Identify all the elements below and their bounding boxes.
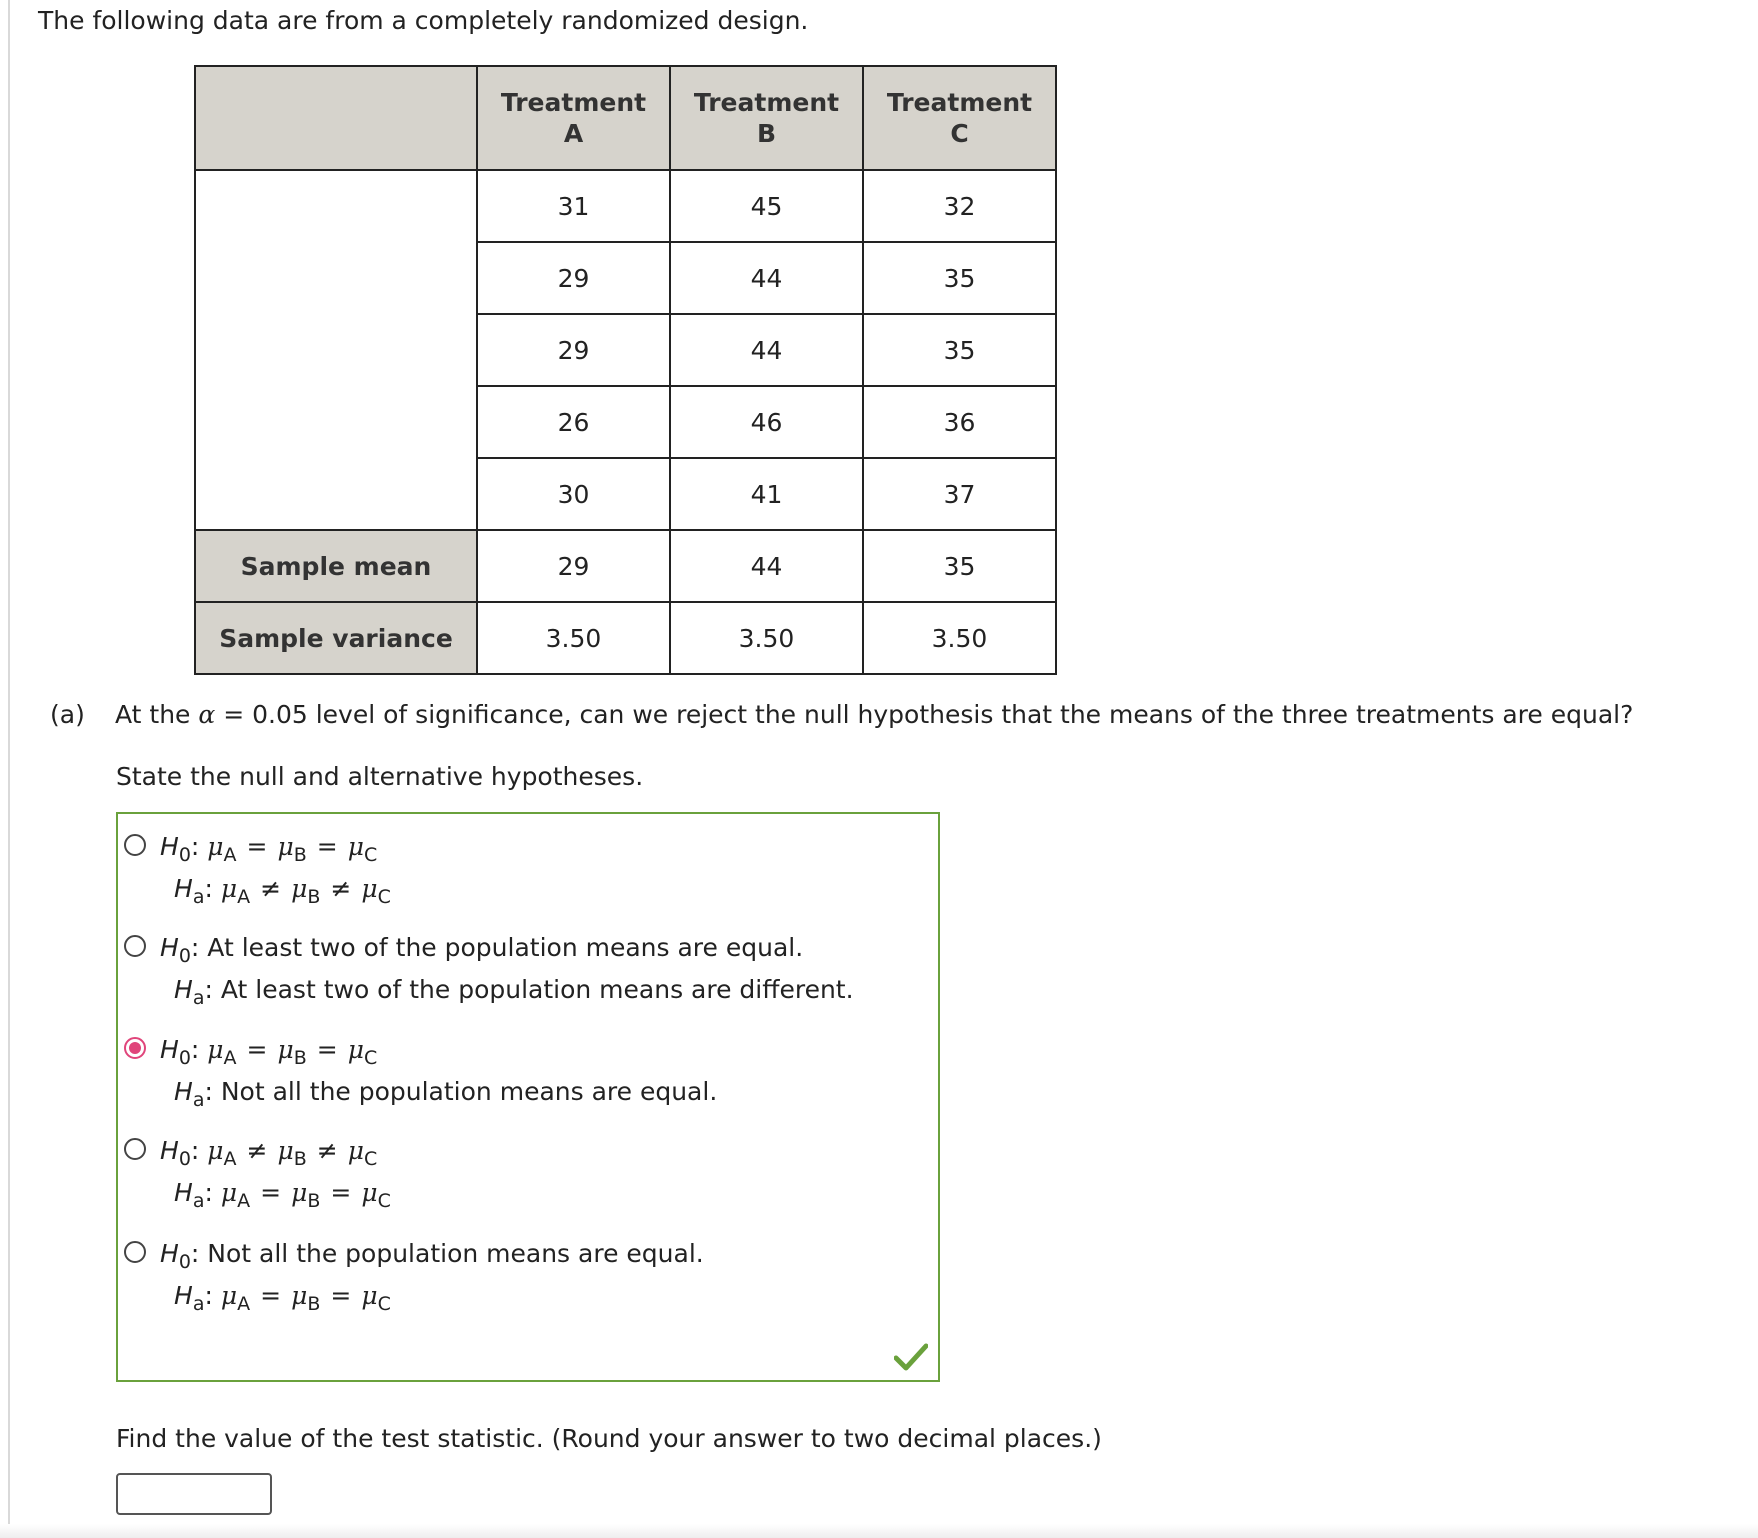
option-1[interactable] xyxy=(124,826,904,910)
radio-option-1[interactable] xyxy=(124,834,146,856)
radio-option-4[interactable] xyxy=(124,1138,146,1160)
option-5[interactable] xyxy=(124,1233,904,1317)
find-test-statistic-prompt: Find the value of the test statistic. (Round your answer to two decimal places.) xyxy=(116,1424,1102,1453)
alpha-symbol: α xyxy=(198,700,216,729)
option-5-h0: $H_0$: Not all the population means are equal. xyxy=(124,1233,904,1275)
option-2[interactable] xyxy=(124,927,904,1011)
option-4[interactable] xyxy=(124,1130,904,1214)
cell: 31 xyxy=(477,170,670,242)
sample-mean-label: Sample mean xyxy=(195,530,477,602)
cell: 30 xyxy=(477,458,670,530)
option-5-ha: $H_a$: $\mu_A = \mu_B = \mu_C$ xyxy=(174,1281,391,1315)
cell: 45 xyxy=(670,170,863,242)
table-row xyxy=(195,170,1056,242)
option-4-h0: $H_0$: $\mu_A \ne \mu_B \ne \mu_C$ xyxy=(124,1130,904,1172)
table-header-row xyxy=(195,66,1056,170)
sample-mean-row xyxy=(195,530,1056,602)
mean-c: 35 xyxy=(863,530,1056,602)
option-4-ha: $H_a$: $\mu_A = \mu_B = \mu_C$ xyxy=(174,1178,391,1212)
cell: 44 xyxy=(670,242,863,314)
header-treatment-a: Treatment A xyxy=(477,66,670,170)
radio-option-3-selected[interactable] xyxy=(124,1037,146,1059)
blank-label-cell xyxy=(195,170,477,530)
instruction-text: State the null and alternative hypotheses. xyxy=(116,762,644,791)
cell: 41 xyxy=(670,458,863,530)
data-table xyxy=(194,65,1057,675)
option-3[interactable] xyxy=(124,1029,904,1113)
cell: 36 xyxy=(863,386,1056,458)
mean-a: 29 xyxy=(477,530,670,602)
sample-variance-label: Sample variance xyxy=(195,602,477,674)
blank-header xyxy=(195,66,477,170)
cell: 26 xyxy=(477,386,670,458)
option-3-ha: $H_a$: Not all the population means are equal. xyxy=(174,1077,718,1111)
part-a-question: (a) At the α = 0.05 level of significance, can we reject the null hypothesis that the means of the three treatments are equal? xyxy=(50,700,1634,729)
header-treatment-b: Treatment B xyxy=(670,66,863,170)
option-2-ha: $H_a$: At least two of the population means are different. xyxy=(174,975,854,1009)
cell: 29 xyxy=(477,242,670,314)
cell: 35 xyxy=(863,242,1056,314)
cell: 35 xyxy=(863,314,1056,386)
radio-option-5[interactable] xyxy=(124,1241,146,1263)
option-1-h0: $H_0$: $\mu_A = \mu_B = \mu_C$ xyxy=(124,826,904,868)
mean-b: 44 xyxy=(670,530,863,602)
cell: 44 xyxy=(670,314,863,386)
hypotheses-options xyxy=(116,812,940,1382)
variance-b: 3.50 xyxy=(670,602,863,674)
radio-option-2[interactable] xyxy=(124,935,146,957)
bottom-shade xyxy=(0,1524,1758,1538)
option-2-h0: $H_0$: At least two of the population means are equal. xyxy=(124,927,904,969)
test-statistic-input[interactable] xyxy=(116,1473,272,1515)
cell: 29 xyxy=(477,314,670,386)
part-a-label: (a) xyxy=(50,700,85,729)
header-treatment-c: Treatment C xyxy=(863,66,1056,170)
option-3-h0: $H_0$: $\mu_A = \mu_B = \mu_C$ xyxy=(124,1029,904,1071)
cell: 37 xyxy=(863,458,1056,530)
variance-c: 3.50 xyxy=(863,602,1056,674)
sample-variance-row xyxy=(195,602,1056,674)
intro-text: The following data are from a completely randomized design. xyxy=(38,6,809,35)
option-1-ha: $H_a$: $\mu_A \ne \mu_B \ne \mu_C$ xyxy=(174,874,391,908)
cell: 46 xyxy=(670,386,863,458)
variance-a: 3.50 xyxy=(477,602,670,674)
left-rule xyxy=(8,0,10,1538)
cell: 32 xyxy=(863,170,1056,242)
checkmark-icon xyxy=(894,1342,928,1372)
